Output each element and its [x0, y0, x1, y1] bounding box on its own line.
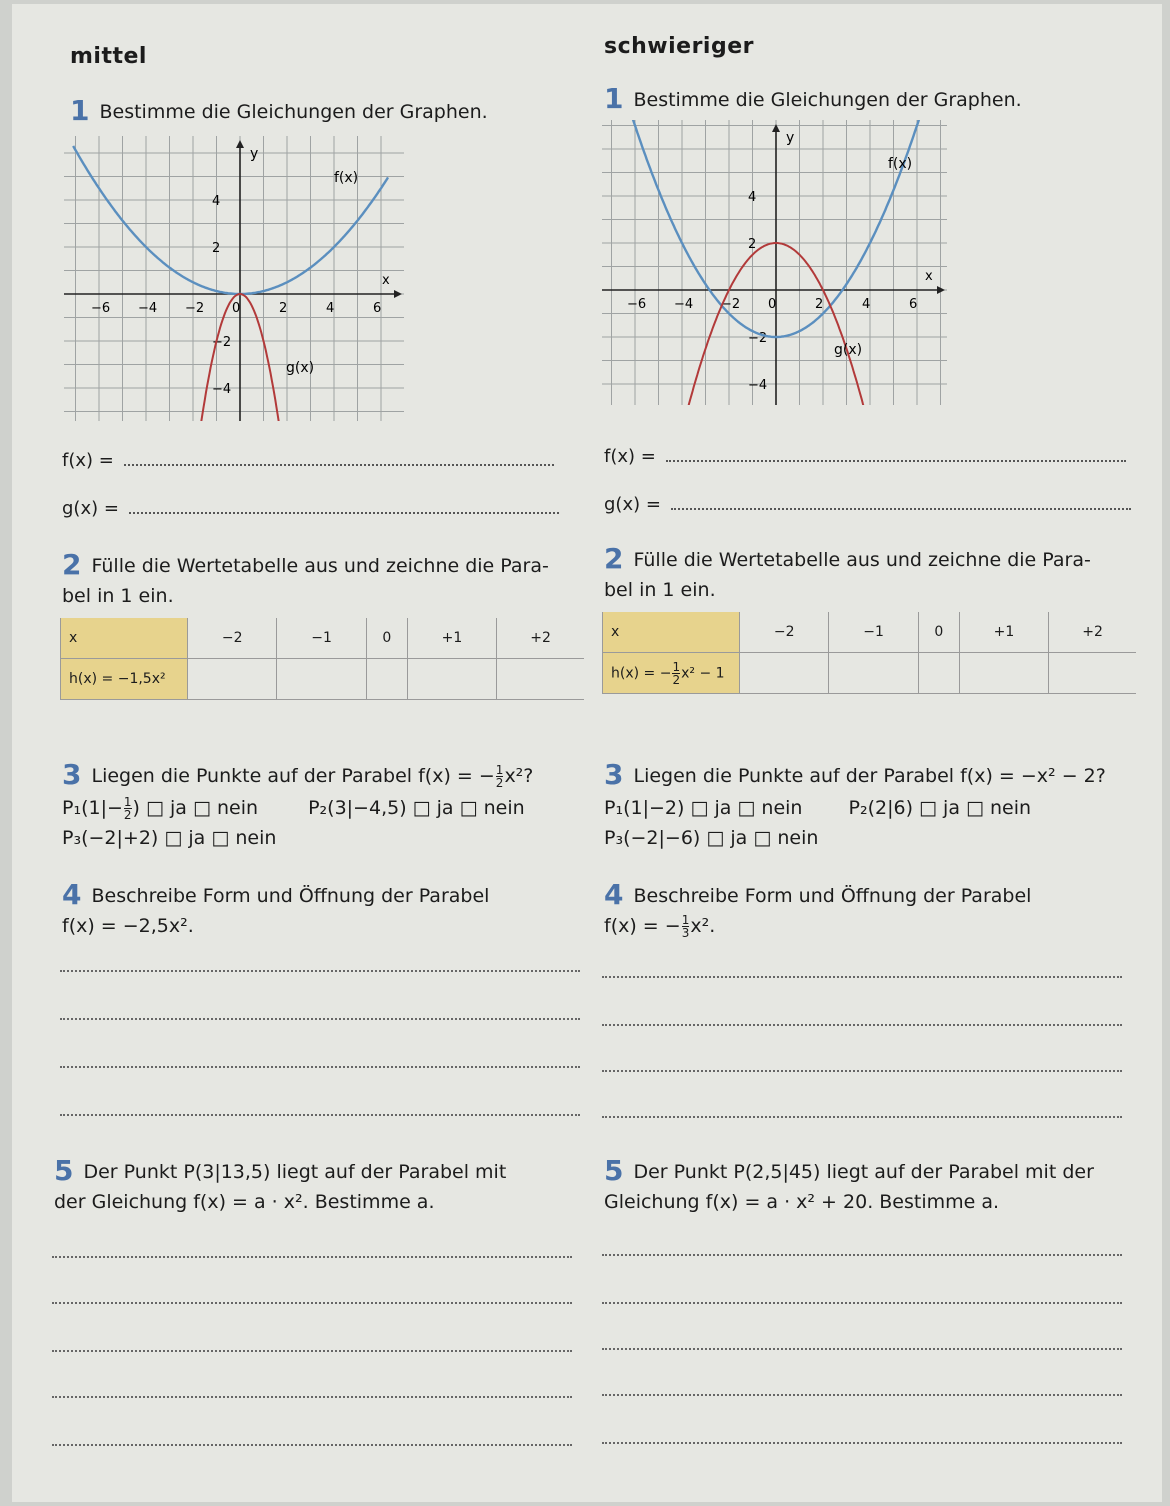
table-row-label: h(x) = −1,5x²: [61, 659, 188, 700]
level-title: mittel: [70, 44, 147, 69]
task-number: 3: [604, 758, 624, 791]
table-col: 0: [366, 618, 407, 659]
task-text: Liegen die Punkte auf der Parabel f(x) = −: [91, 765, 495, 787]
fraction: [672, 661, 680, 686]
y-tick-label: 2: [748, 237, 757, 252]
table-cell[interactable]: [277, 659, 366, 700]
answer-f[interactable]: [604, 446, 1126, 467]
write-line[interactable]: [602, 1254, 1122, 1256]
task-text: Der Punkt P(3|13,5) liegt auf der Parabel mit: [83, 1161, 507, 1183]
y-axis-label: y: [250, 146, 259, 162]
write-line[interactable]: [602, 1024, 1122, 1026]
x-tick-label: −6: [91, 301, 111, 316]
task-text: Fülle die Wertetabelle aus und zeichne die Para-: [633, 549, 1091, 571]
table-row-label: [603, 653, 740, 694]
answer-g[interactable]: [62, 498, 559, 519]
numerator: 1: [681, 913, 690, 927]
write-line[interactable]: [602, 1302, 1122, 1304]
task-text: Beschreibe Form und Öffnung der Parabel: [91, 885, 490, 907]
row-label-part: h(x) = −: [611, 665, 672, 681]
task-text: Der Punkt P(2,5|45) liegt auf der Parabel mit der: [633, 1161, 1094, 1183]
formula: f(x) = −: [604, 915, 681, 937]
point-p2: P₂(2|6): [848, 797, 913, 819]
task-text: Bestimme die Gleichungen der Graphen.: [633, 89, 1022, 111]
answer-label: g(x) =: [604, 494, 661, 515]
fraction: [496, 764, 504, 789]
checkbox-nein[interactable]: □ nein: [753, 827, 819, 849]
y-tick-label: −2: [748, 331, 768, 346]
curve-f: [73, 146, 388, 294]
point-p1: P₁(1|−2): [604, 797, 685, 819]
x-tick-label: −4: [138, 301, 158, 316]
write-line[interactable]: [60, 1018, 580, 1020]
denominator: 2: [123, 808, 132, 822]
point-p1-end: ): [132, 797, 140, 819]
checkbox-nein[interactable]: □ nein: [211, 827, 277, 849]
table-col: +1: [959, 612, 1048, 653]
checkbox-ja[interactable]: □ ja: [146, 797, 187, 819]
numerator: 1: [123, 795, 132, 809]
task-number: 2: [604, 542, 624, 575]
task-5: [54, 1156, 614, 1217]
task-3: [604, 760, 1164, 853]
checkbox-nein[interactable]: □ nein: [459, 797, 525, 819]
table-col: +2: [497, 618, 584, 659]
task-text: Fülle die Wertetabelle aus und zeichne die Para-: [91, 555, 549, 577]
table-cell[interactable]: [829, 653, 918, 694]
value-table: [602, 612, 1136, 694]
points-row: [604, 793, 1164, 823]
x-tick-label: 6: [909, 297, 918, 312]
answer-line[interactable]: [129, 511, 559, 514]
write-line[interactable]: [602, 1442, 1122, 1444]
x-tick-label: 4: [326, 301, 335, 316]
checkbox-ja[interactable]: □ ja: [706, 827, 748, 849]
write-line[interactable]: [52, 1302, 572, 1304]
answer-label: g(x) =: [62, 498, 119, 519]
table-header-x: x: [603, 612, 740, 653]
table-header-x: x: [61, 618, 188, 659]
y-tick-label: −4: [212, 382, 232, 397]
denominator: 3: [681, 926, 690, 940]
task-text: Liegen die Punkte auf der Parabel f(x) = −x² − 2?: [633, 765, 1106, 787]
table-cell[interactable]: [366, 659, 407, 700]
table-col: −1: [829, 612, 918, 653]
denominator: 2: [672, 672, 681, 687]
formula: f(x) = −2,5x².: [62, 915, 194, 937]
numerator: 1: [672, 659, 681, 674]
curve-g-label: g(x): [286, 360, 315, 376]
worksheet: [12, 4, 1162, 1502]
level-title: schwieriger: [604, 34, 754, 59]
write-line[interactable]: [602, 1116, 1122, 1118]
answer-f[interactable]: [62, 450, 554, 471]
x-axis-label: x: [382, 273, 390, 288]
point-p3: P₃(−2|+2): [62, 827, 159, 849]
task-5: [604, 1156, 1152, 1217]
x-tick-label: −2: [185, 301, 205, 316]
answer-label: f(x) =: [62, 450, 114, 471]
write-line[interactable]: [52, 1350, 572, 1352]
task-1: [70, 96, 488, 127]
y-tick-label: −2: [212, 335, 232, 350]
table-cell[interactable]: [188, 659, 277, 700]
x-tick-label: 0: [768, 297, 777, 312]
table-col: −1: [277, 618, 366, 659]
task-2: [604, 544, 1154, 605]
task-text: x²?: [504, 765, 534, 787]
answer-label: f(x) =: [604, 446, 656, 467]
write-line[interactable]: [602, 1348, 1122, 1350]
curve-f-label: f(x): [888, 156, 913, 172]
write-line[interactable]: [52, 1256, 572, 1258]
x-tick-label: −6: [627, 297, 647, 312]
task-number: 1: [604, 82, 624, 115]
y-axis-arrow: [236, 140, 244, 148]
fraction: [124, 796, 132, 821]
task-1: [604, 84, 1022, 115]
table-col: +1: [407, 618, 496, 659]
table-cell[interactable]: [918, 653, 959, 694]
answer-g[interactable]: [604, 494, 1131, 515]
task-text: bel in 1 ein.: [62, 585, 174, 607]
y-tick-label: −4: [748, 378, 768, 393]
table-cell[interactable]: [497, 659, 584, 700]
checkbox-ja[interactable]: □ ja: [919, 797, 960, 819]
points-row: [604, 823, 1164, 853]
y-tick-label: 2: [212, 241, 221, 256]
task-4: [604, 880, 1031, 941]
answer-line[interactable]: [124, 463, 554, 466]
table-col: −2: [188, 618, 277, 659]
column-schwieriger: [602, 4, 1162, 1502]
numerator: 1: [495, 763, 504, 777]
x-tick-label: −4: [674, 297, 694, 312]
fraction: [682, 914, 690, 939]
task-text: bel in 1 ein.: [604, 579, 716, 601]
curve-g-label: g(x): [834, 342, 863, 358]
answer-line[interactable]: [671, 507, 1131, 510]
curve-f-label: f(x): [334, 170, 359, 186]
write-line[interactable]: [52, 1396, 572, 1398]
y-axis-label: y: [786, 130, 795, 146]
table-cell[interactable]: [1049, 653, 1136, 694]
write-line[interactable]: [60, 1066, 580, 1068]
task-number: 1: [70, 94, 90, 127]
coordinate-graph: [64, 136, 404, 421]
checkbox-nein[interactable]: □ nein: [737, 797, 803, 819]
point-p3: P₃(−2|−6): [604, 827, 701, 849]
points-row: [62, 823, 622, 853]
row-label-part: x² − 1: [681, 665, 725, 681]
x-tick-label: 0: [232, 301, 241, 316]
checkbox-ja[interactable]: □ ja: [164, 827, 206, 849]
task-4: [62, 880, 489, 941]
x-tick-label: 4: [862, 297, 871, 312]
checkbox-nein[interactable]: □ nein: [192, 797, 259, 819]
task-number: 4: [62, 878, 82, 911]
points-row: [62, 793, 622, 823]
task-text: Beschreibe Form und Öffnung der Parabel: [633, 885, 1032, 907]
write-line[interactable]: [602, 1070, 1122, 1072]
table-col: 0: [918, 612, 959, 653]
write-line[interactable]: [602, 1394, 1122, 1396]
x-tick-label: 2: [815, 297, 824, 312]
task-text: Bestimme die Gleichungen der Graphen.: [99, 101, 488, 123]
x-tick-label: 2: [279, 301, 288, 316]
task-text: der Gleichung f(x) = a · x². Bestimme a.: [54, 1191, 435, 1213]
checkbox-ja[interactable]: □ ja: [690, 797, 732, 819]
checkbox-ja[interactable]: □ ja: [412, 797, 454, 819]
task-text: Gleichung f(x) = a · x² + 20. Bestimme a.: [604, 1191, 1000, 1213]
y-tick-label: 4: [748, 190, 757, 205]
task-number: 5: [604, 1154, 624, 1187]
task-number: 3: [62, 758, 82, 791]
table-col: +2: [1049, 612, 1136, 653]
formula: x².: [690, 915, 716, 937]
point-p1: P₁(1|−: [62, 797, 123, 819]
answer-line[interactable]: [666, 459, 1126, 462]
task-number: 2: [62, 548, 82, 581]
coordinate-graph: [602, 120, 947, 405]
table-cell[interactable]: [959, 653, 1048, 694]
task-2: [62, 550, 602, 611]
x-axis-arrow: [394, 290, 402, 298]
task-number: 5: [54, 1154, 74, 1187]
write-line[interactable]: [602, 976, 1122, 978]
table-col: −2: [740, 612, 829, 653]
table-cell[interactable]: [740, 653, 829, 694]
denominator: 2: [495, 776, 504, 790]
write-line[interactable]: [60, 1114, 580, 1116]
task-3: [62, 760, 622, 853]
write-line[interactable]: [60, 970, 580, 972]
y-tick-label: 4: [212, 194, 221, 209]
point-p2: P₂(3|−4,5): [308, 797, 407, 819]
task-number: 4: [604, 878, 624, 911]
x-axis-label: x: [925, 269, 933, 284]
column-mittel: [32, 4, 592, 1502]
x-tick-label: 6: [373, 301, 382, 316]
x-tick-label: −2: [721, 297, 741, 312]
checkbox-nein[interactable]: □ nein: [966, 797, 1032, 819]
value-table: [60, 618, 584, 700]
table-cell[interactable]: [407, 659, 496, 700]
write-line[interactable]: [52, 1444, 572, 1446]
